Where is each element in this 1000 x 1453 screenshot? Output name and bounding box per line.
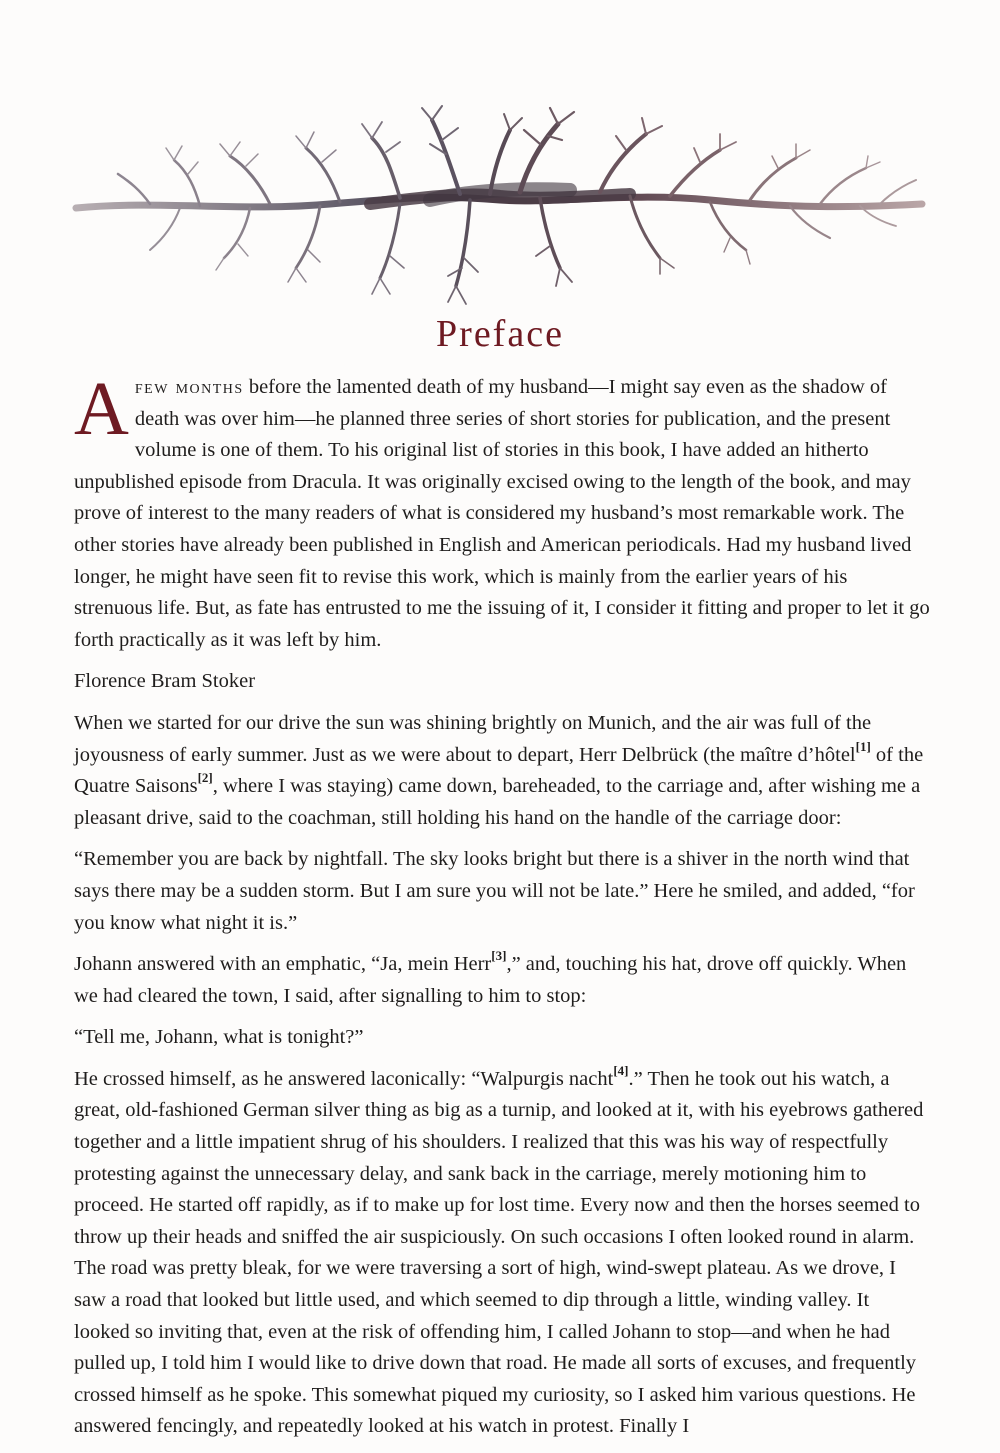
bare-branch-ornament-icon <box>70 100 930 320</box>
page-title: Preface <box>436 313 564 355</box>
footnote-link-1[interactable]: [1] <box>855 738 871 754</box>
story-paragraph-4: “Tell me, Johann, what is tonight?” <box>74 1026 364 1049</box>
paragraph-text: .” Then he took out his watch, a great, old-fashioned German silver thing as big as a turnip, and looked at it, with his eyebrows gathered together and a little impatient shrug of his shoulders. I realized that this was his way of respectfully protesting against the unnecessary delay, and sank back in the carriage, merely motioning him to proceed. He started off rapidly, as if to make up for lost time. Every now and then the horses seemed to throw up their heads and sniffed the air suspiciously. On such occasions I often looked round in alarm. The road was pretty bleak, for we were traversing a sort of high, wind-swept plateau. As we drove, I saw a road that looked but little used, and which seemed to dip through a little, winding valley. It looked so inviting that, even at the risk of offending him, I called Johann to stop—and when he had pulled up, I told him I would like to drive down that road. He made all sorts of excuses, and frequently crossed himself as he spoke. This somewhat piqued my curiosity, so I asked him various questions. He answered fencingly, and repeatedly looked at his watch in protest. Finally I <box>74 1067 924 1438</box>
paragraph-text: , where I was staying) came down, bareheaded, to the carriage and, after wishing me a pleasant drive, said to the coachman, still holding his hand on the handle of the carriage door: <box>74 775 921 829</box>
story-paragraph-3 <box>74 949 930 1012</box>
paragraph-text: of the Quatre Saisons <box>74 743 924 798</box>
opening-small-caps: few months <box>134 376 244 398</box>
preface-text: before the lamented death of my husband—I might say even as the shadow of death was over him—he planned three series of short stories for publication, and the present volume is one of them. To his original list of stories in this book, I have added an hitherto unpublished episode from Dracula. It was originally excised owing to the length of the book, and may prove of interest to the many readers of what is considered my husband’s most remarkable work. The other stories have already been published in English and American periodicals. Had my husband lived longer, he might have seen fit to revise this work, which is mainly from the earlier years of his strenuous life. But, as fate has entrusted to me the issuing of it, I consider it fitting and proper to let it go forth practically as it was left by him. <box>74 376 930 651</box>
story-paragraph-2: “Remember you are back by nightfall. The sky looks bright but there is a shiver in the north wind that says there may be a sudden storm. But I am sure you will not be late.” Here he smiled, and added, “for you know what night it is.” <box>74 848 915 934</box>
drop-cap: A <box>74 367 129 451</box>
body-text <box>74 367 930 1453</box>
paragraph-text: Johann answered with an emphatic, “Ja, mein Herr <box>74 953 492 976</box>
footnote-link-3[interactable]: [3] <box>491 948 507 964</box>
paragraph-text: When we started for our drive the sun was shining brightly on Munich, and the air was full of the joyousness of early summer. Just as we were about to depart, Herr Delbrück (the maître d’hôtel <box>74 711 872 766</box>
footnote-link-2[interactable]: [2] <box>197 770 213 786</box>
paragraph-text: ,” and, touching his hat, drove off quickly. When we had cleared the town, I said, after signalling to him to stop: <box>74 953 907 1007</box>
signature: Florence Bram Stoker <box>74 670 256 693</box>
paragraph-text: He crossed himself, as he answered laconically: “Walpurgis nacht <box>74 1067 614 1090</box>
story-paragraph-1 <box>74 708 930 834</box>
preface-paragraph <box>74 367 930 656</box>
story-paragraph-5 <box>74 1064 930 1443</box>
footnote-link-4[interactable]: [4] <box>613 1063 629 1079</box>
